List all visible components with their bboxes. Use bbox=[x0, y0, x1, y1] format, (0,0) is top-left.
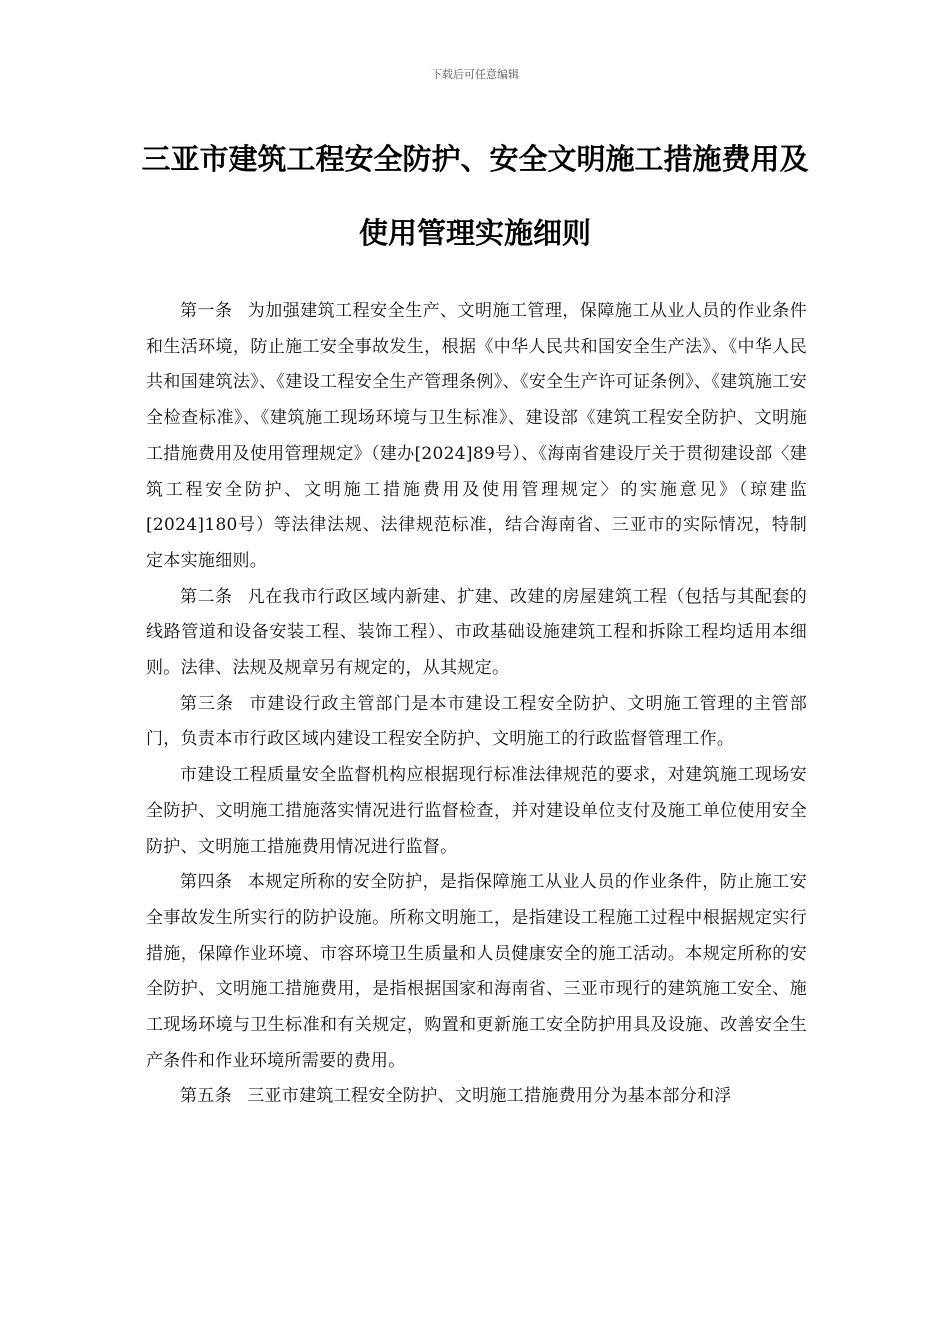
article-label: 第二条 bbox=[180, 586, 233, 607]
document-title bbox=[120, 122, 830, 270]
article-text: 三亚市建筑工程安全防护、文明施工措施费用分为基本部分和浮 bbox=[247, 1086, 732, 1107]
paragraph-article-3 bbox=[146, 687, 807, 758]
paragraph-article-1 bbox=[146, 294, 807, 580]
article-text: 市建设行政主管部门是本市建设工程安全防护、文明施工管理的主管部门，负责本市行政区域内建设工程安全防护、文明施工的行政监督管理工作。 bbox=[146, 693, 807, 750]
document-body bbox=[146, 294, 807, 1115]
article-text: 市建设工程质量安全监督机构应根据现行标准法律规范的要求，对建筑施工现场安全防护、文明施工措施落实情况进行监督检查，并对建设单位支付及施工单位使用安全防护、文明施工措施费用情况进行监督。 bbox=[146, 765, 807, 857]
article-text: 凡在我市行政区域内新建、扩建、改建的房屋建筑工程（包括与其配套的线路管道和设备安装工程、装饰工程）、市政基础设施建筑工程和拆除工程均适用本细则。法律、法规及规章另有规定的，从其规定。 bbox=[146, 586, 807, 679]
title-line-2: 使用管理实施细则 bbox=[358, 216, 591, 250]
article-label: 第三条 bbox=[180, 693, 235, 714]
paragraph-article-5 bbox=[146, 1079, 807, 1115]
article-label: 第一条 bbox=[180, 301, 233, 321]
article-text: 为加强建筑工程安全生产、文明施工管理，保障施工从业人员的作业条件和生活环境，防止施工安全事故发生，根据《中华人民共和国安全生产法》、《中华人民共和国建筑法》、《建设工程安全生产管理条例》、《安全生产许可证条例》、《建筑施工安全检查标准》、《建筑施工现场环境与卫生标准》、建设部《建筑工程安全防护、文明施工措施费用及使用管理规定》（建办[2024]89号）、《海南省建设厅关于贯彻建设部〈建筑工程安全防护、文明施工措施费用及使用管理规定〉的实施意见》（琼建监[2024]180号）等法律法规、法律规范标准，结合海南省、三亚市的实际情况，特制定本实施细则。 bbox=[146, 301, 807, 571]
paragraph-article-4 bbox=[146, 865, 807, 1079]
article-label: 第四条 bbox=[180, 872, 233, 893]
article-label: 第五条 bbox=[180, 1086, 232, 1107]
paragraph-article-3-continued bbox=[146, 758, 807, 865]
title-line-1: 三亚市建筑工程安全防护、安全文明施工措施费用及 bbox=[141, 142, 809, 176]
article-text: 本规定所称的安全防护，是指保障施工从业人员的作业条件，防止施工安全事故发生所实行的防护设施。所称文明施工，是指建设工程施工过程中根据规定实行措施，保障作业环境、市容环境卫生质量和人员健康安全的施工活动。本规定所称的安全防护、文明施工措施费用，是指根据国家和海南省、三亚市现行的建筑施工安全、施工现场环境与卫生标准和有关规定，购置和更新施工安全防护用具及设施、改善安全生产条件和作业环境所需要的费用。 bbox=[146, 872, 807, 1071]
paragraph-article-2 bbox=[146, 580, 807, 687]
header-note: 下载后可任意编辑 bbox=[431, 68, 519, 81]
